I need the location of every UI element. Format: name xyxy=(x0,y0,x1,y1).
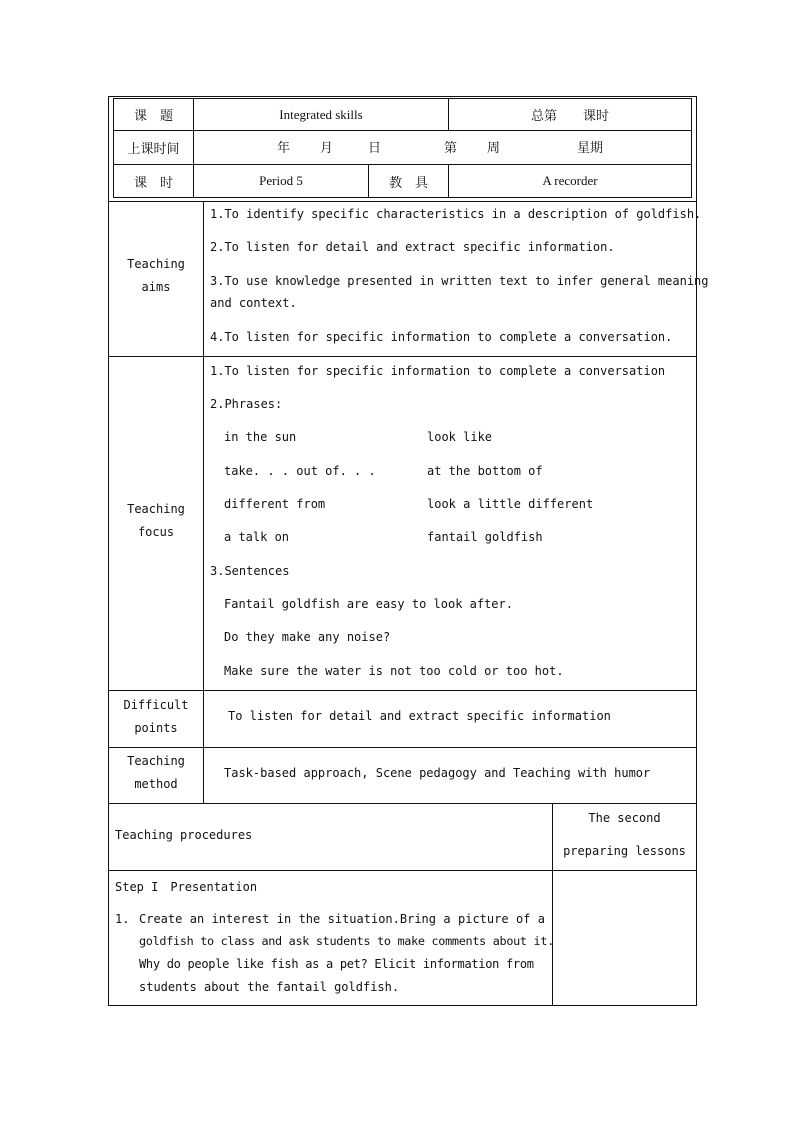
aims-item-2: 2.To listen for detail and extract specific information. xyxy=(210,240,615,254)
sentence: Fantail goldfish are easy to look after. xyxy=(224,597,513,611)
border xyxy=(108,1005,697,1006)
method-value: Task-based approach, Scene pedagogy and Teaching with humor xyxy=(224,766,651,780)
phrase-left: take. . . out of. . . xyxy=(224,464,376,478)
date-week-number: 第 xyxy=(444,141,458,156)
border xyxy=(203,201,204,803)
period-label: 课 时 xyxy=(133,175,173,191)
border xyxy=(108,803,697,804)
total-lesson: 总第 课时 xyxy=(530,109,609,124)
date-day: 日 xyxy=(368,141,382,156)
focus-label-line2: focus xyxy=(137,525,175,539)
phrase-right: look like xyxy=(427,430,493,444)
border xyxy=(108,356,697,357)
date-year: 年 xyxy=(277,141,291,156)
sentence: Make sure the water is not too cold or too hot. xyxy=(224,664,564,678)
border xyxy=(108,870,697,871)
aims-item-3: 3.To use knowledge presented in written text to infer general meaning xyxy=(210,274,709,288)
difficult-label-line2: points xyxy=(134,721,178,735)
border xyxy=(113,197,691,198)
aims-item-4: 4.To listen for specific information to complete a conversation. xyxy=(210,330,673,344)
second-prep-line2: preparing lessons xyxy=(563,844,686,858)
phrase-left: a talk on xyxy=(224,530,290,544)
difficult-value: To listen for detail and extract specific information xyxy=(228,709,611,723)
method-label-line2: method xyxy=(134,777,178,791)
time-label: 上课时间 xyxy=(127,142,180,157)
phrases-heading: 2.Phrases: xyxy=(210,397,283,411)
border xyxy=(113,130,691,131)
procedures-label: Teaching procedures xyxy=(115,828,253,842)
focus-label-line1: Teaching xyxy=(127,502,185,516)
tools-value: A recorder xyxy=(542,173,598,188)
step-heading: Step I Presentation xyxy=(115,880,258,894)
difficult-label-line1: Difficult xyxy=(123,698,189,712)
date-month: 月 xyxy=(320,141,334,156)
sentences-heading: 3.Sentences xyxy=(210,564,290,578)
aims-item-3b: and context. xyxy=(210,296,297,310)
focus-item-1: 1.To listen for specific information to complete a conversation xyxy=(210,364,666,378)
border xyxy=(108,747,697,748)
tools-label: 教 具 xyxy=(388,175,428,191)
aims-label-line2: aims xyxy=(141,280,171,294)
procedure-line: Why do people like fish as a pet? Elicit information from xyxy=(139,957,534,971)
procedure-line: students about the fantail goldfish. xyxy=(139,980,400,994)
date-week: 周 xyxy=(487,141,501,156)
aims-label-line1: Teaching xyxy=(127,257,185,271)
phrase-right: fantail goldfish xyxy=(427,530,543,544)
date-weekday: 星期 xyxy=(577,141,604,156)
aims-item-1: 1.To identify specific characteristics in a description of goldfish. xyxy=(210,207,702,221)
phrase-left: different from xyxy=(224,497,326,511)
second-prep-line1: The second xyxy=(588,811,661,825)
border xyxy=(691,98,692,198)
border xyxy=(108,201,697,202)
method-label-line1: Teaching xyxy=(127,754,185,768)
sentence: Do they make any noise? xyxy=(224,630,391,644)
period-value: Period 5 xyxy=(259,173,303,188)
procedure-line: goldfish to class and ask students to make comments about it. xyxy=(139,934,554,948)
topic-label: 课 题 xyxy=(133,109,173,124)
phrase-left: in the sun xyxy=(224,430,297,444)
phrase-right: look a little different xyxy=(427,497,594,511)
border xyxy=(108,690,697,691)
border xyxy=(108,96,697,97)
phrase-right: at the bottom of xyxy=(427,464,543,478)
procedure-number: 1. xyxy=(115,912,130,926)
topic-value: Integrated skills xyxy=(279,106,363,122)
procedure-line: Create an interest in the situation.Bring a picture of a xyxy=(139,912,545,926)
border xyxy=(552,803,553,1006)
